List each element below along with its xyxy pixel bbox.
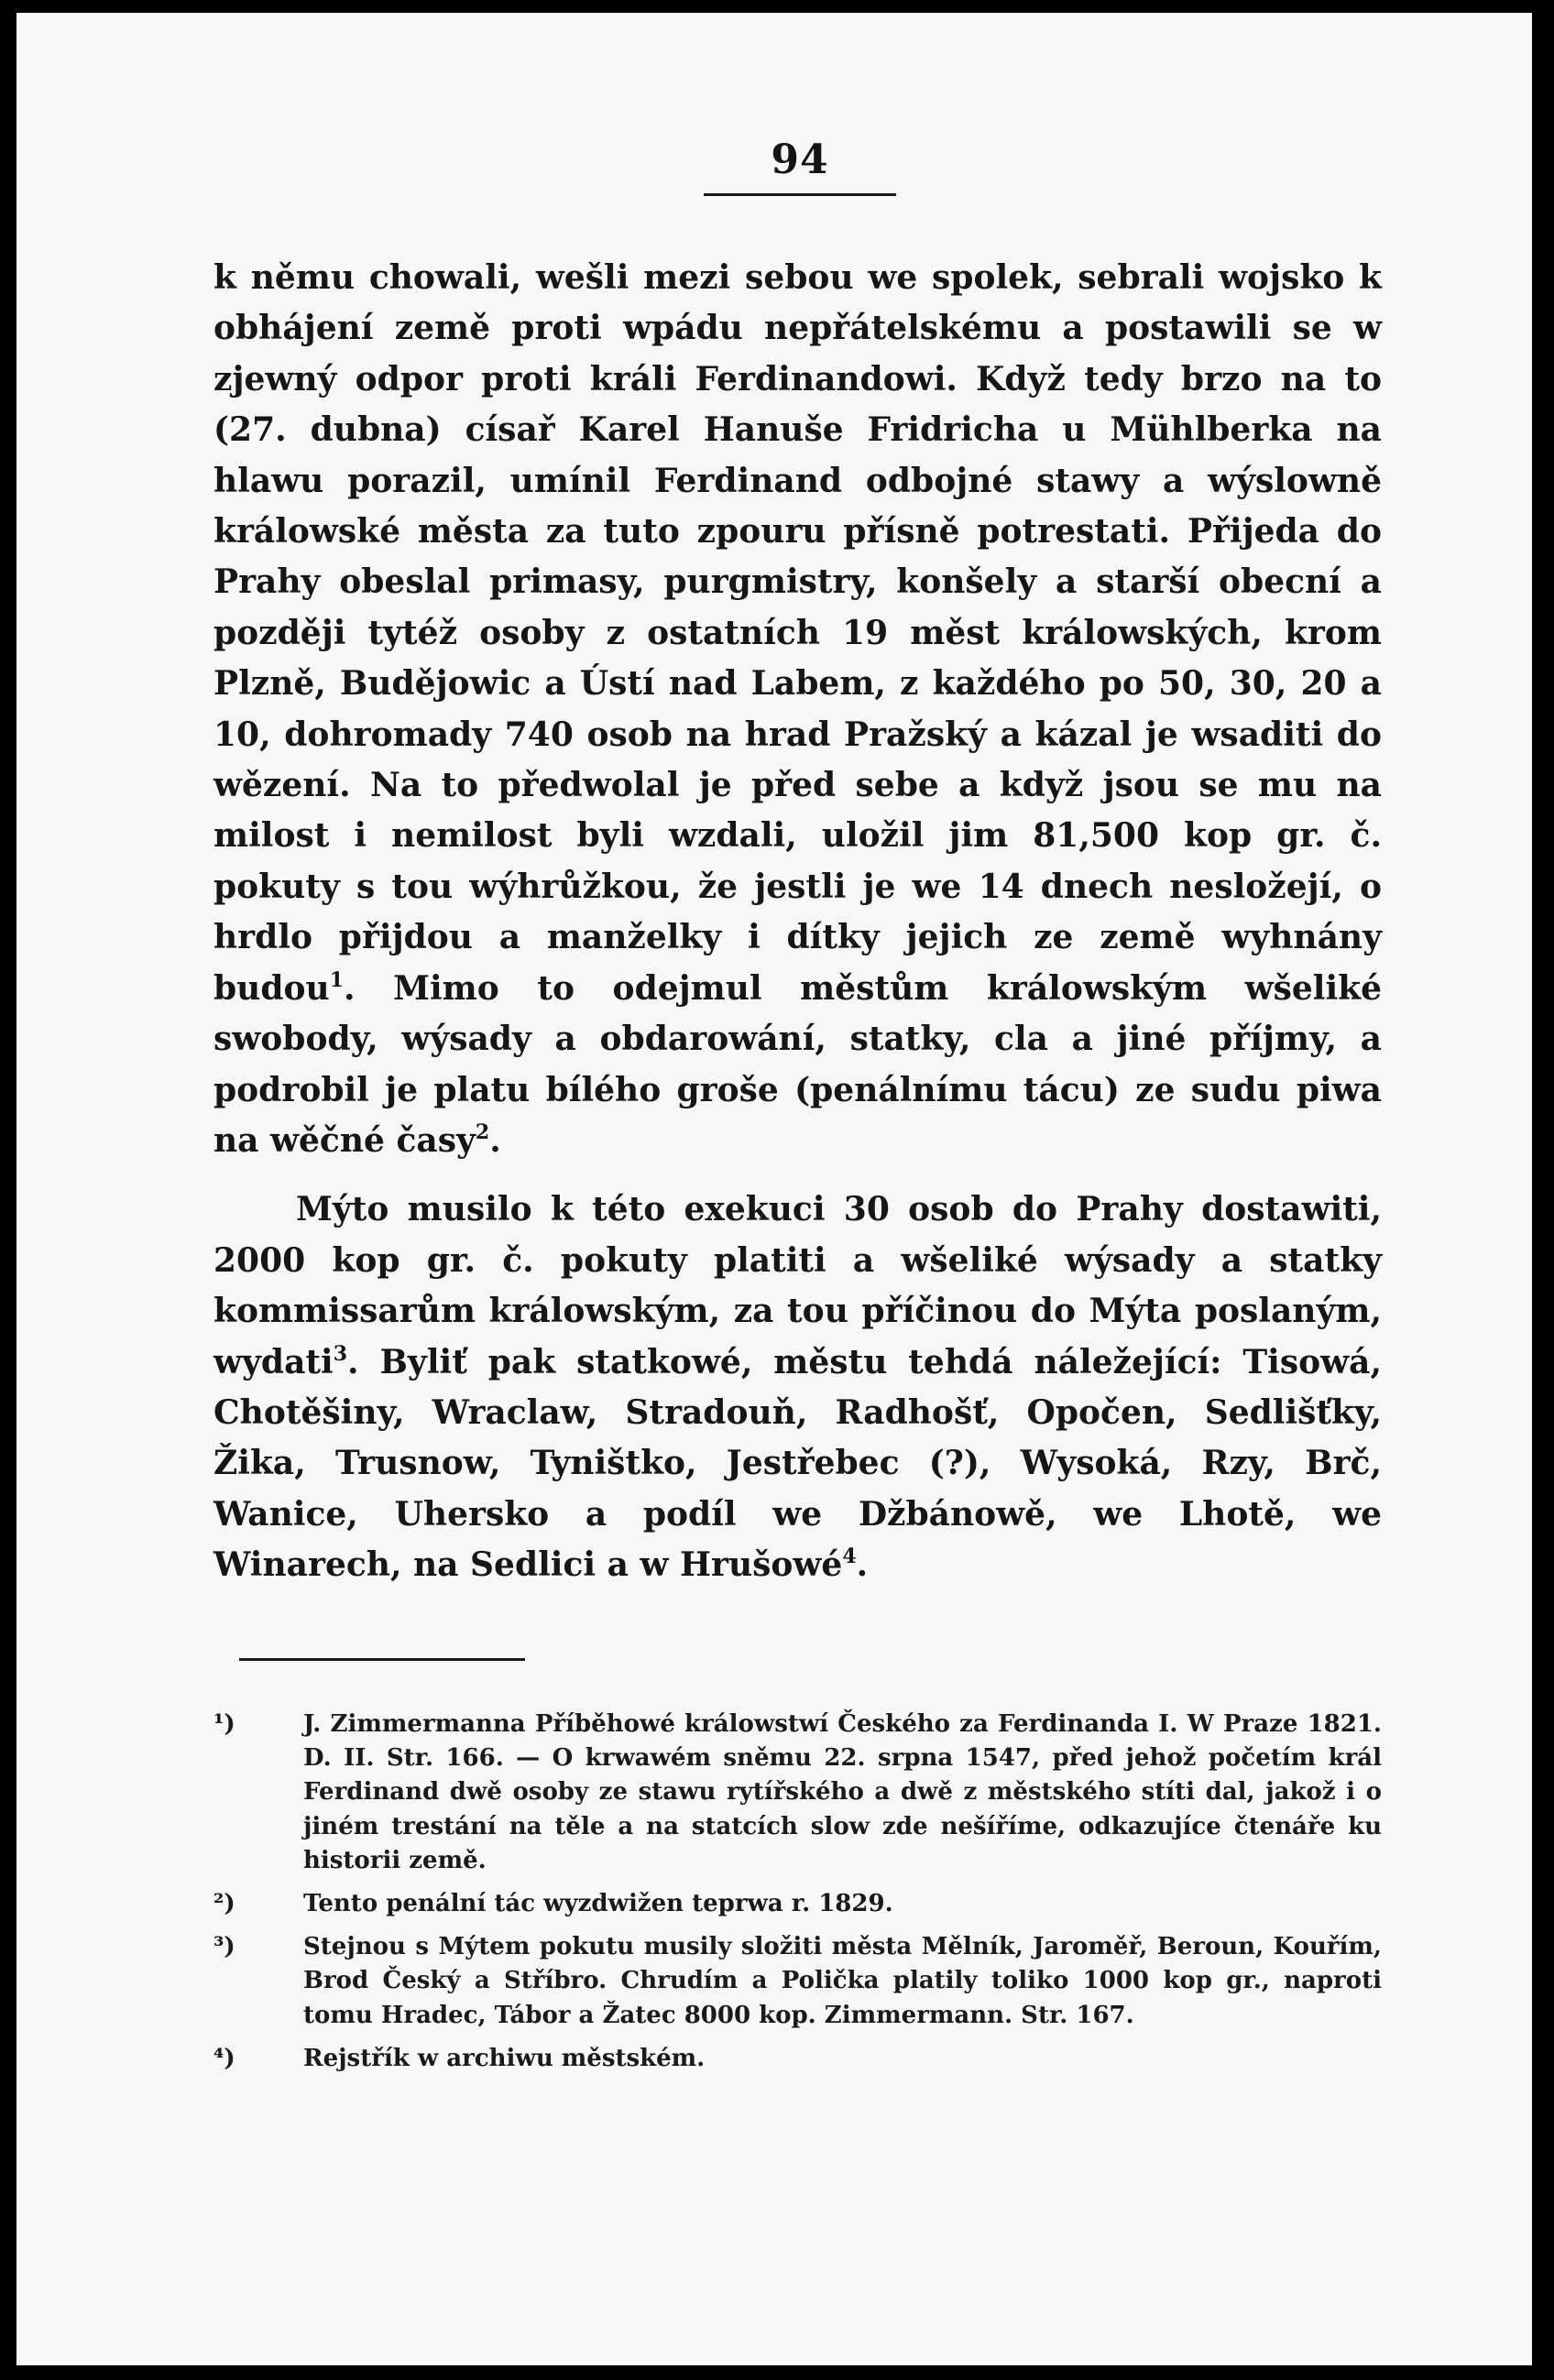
paragraph-1-text: k němu chowali, wešli mezi sebou we spolek, sebrali wojsko k obhájení země proti wpádu nepřátelskému a postawili se w zjewný odpor proti králi Ferdinandowi. Když tedy brzo na to (27. dubna) císař Karel Hanuše Fridricha u Mühlberka na hlawu porazil, umínil Ferdinand odbojné stawy a wýslowně králowské města za tuto zpouru přísně potrestati. Přijeda do Prahy obeslal primasy, purgmistry, konšely a starší obecní a později tytéž osoby z ostatních 19 měst králowských, krom Plzně, Budějowic a Ústí nad Labem, z každého po 50, 30, 20 a 10, dohromady 740 osob na hrad Pražský a kázal je wsaditi do wězení. Na to předwolal je před sebe a když jsou se mu na milost i nemilost byli wzdali, uložil jim 81,500 kop gr. č. pokuty s tou wýhrůžkou, že jestli je we 14 dnech nesložejí, o hrdlo přijdou a manželky i dítky jejich ze země wyhnány budou: [213, 258, 1382, 1008]
footnote-2-text: Tento penální tác wyzdwižen teprwa r. 1829.: [303, 1890, 893, 1918]
header-rule: [704, 193, 896, 196]
footnote-3-text: Stejnou s Mýtem pokutu musily složiti města Mělník, Jaroměř, Beroun, Kouřím, Brod Český a Stříbro. Chrudím a Polička platily toliko 1000 kop gr., naproti tomu Hradec, Tábor a Žatec 8000 kop. Zimmermann. Str. 167.: [303, 1933, 1382, 2029]
footnote-2: [213, 1887, 1382, 1921]
footnote-ref-2: 2: [475, 1119, 490, 1144]
footnote-4-mark: ⁴): [213, 2044, 235, 2072]
footnote-rule: [239, 1658, 525, 1661]
footnote-1-text: J. Zimmermanna Příběhowé králowstwí Českého za Ferdinanda I. W Praze 1821. D. II. Str. 166. — O krwawém sněmu 22. srpna 1547, před jehož početím král Ferdinand dwě osoby ze stawu rytířského a dwě z městského stíti dal, jakož i o jiném trestání na těle a na statcích slow zde nešíříme, odkazujíce čtenáře ku historii země.: [303, 1710, 1382, 1874]
paragraph-1: [213, 253, 1382, 1166]
paragraph-2-text-cont: . Byliť pak statkowé, městu tehdá náležející: Tisowá, Chotěšiny, Wraclaw, Stradouň, Radhošť, Opočen, Sedlišťky, Žika, Trusnow, Tyništko, Jestřebec (?), Wysoká, Rzy, Brč, Wanice, Uhersko a podíl we Džbánowě, we Lhotě, we Winarech, na Sedlici a w Hrušowé: [213, 1342, 1382, 1585]
footnote-ref-1: 1: [329, 967, 345, 992]
page-number: 94: [771, 136, 829, 183]
paragraph-1-text-cont: . Mimo to odejmul městům králowským wšeliké swobody, wýsady a obdarowání, statky, cla a jiné příjmy, a podrobil je platu bílého groše (penálnímu tácu) ze sudu piwa na wěčné časy: [213, 968, 1382, 1160]
book-page: [16, 13, 1532, 2365]
paragraph-2: [213, 1185, 1382, 1590]
footnote-4-text: Rejstřík w archiwu městském.: [303, 2044, 706, 2072]
footnote-2-mark: ²): [213, 1890, 235, 1918]
paragraph-2-end: .: [856, 1545, 869, 1585]
footnote-ref-3: 3: [333, 1341, 348, 1366]
paragraph-1-end: .: [489, 1120, 501, 1160]
footnote-4: [213, 2042, 1382, 2076]
paragraph-2-text: Mýto musilo k této exekuci 30 osob do Prahy dostawiti, 2000 kop gr. č. pokuty platiti a wšeliké wýsady a statky kommissarům králowským, za tou příčinou do Mýta poslaným, wydati: [213, 1190, 1382, 1381]
footnote-1: [213, 1708, 1382, 1878]
footnote-3-mark: ³): [213, 1933, 235, 1961]
main-text: [213, 253, 1382, 1591]
footnote-3: [213, 1930, 1382, 2033]
footnote-ref-4: 4: [842, 1545, 857, 1569]
footnotes: [213, 1708, 1382, 2085]
footnote-1-mark: ¹): [213, 1710, 235, 1738]
